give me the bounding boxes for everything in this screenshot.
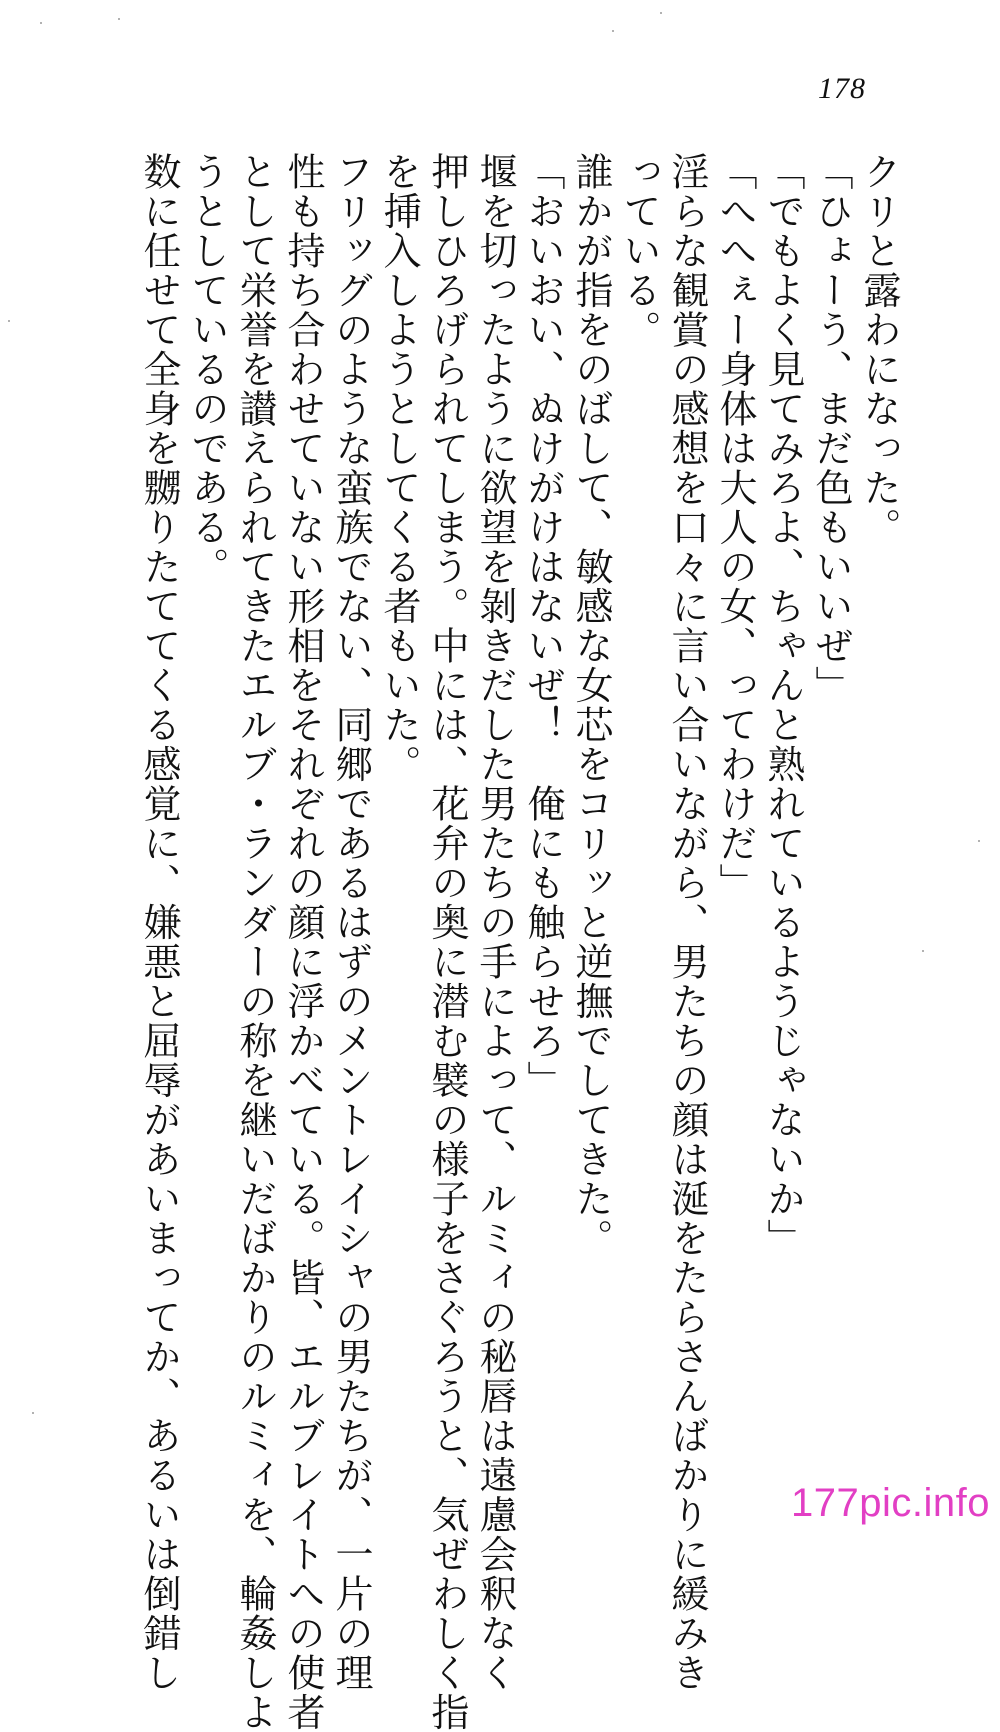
- scan-speck: [118, 18, 120, 20]
- text-column-1: クリと露わになった。: [857, 152, 901, 547]
- text-column-5: 淫らな観賞の感想を口々に言い合いながら、男たちの顔は涎をたらさんばかりに緩みき: [665, 152, 709, 1693]
- text-column-8: 「おいおい、ぬけがけはないぜ！ 俺にも触らせろ」: [521, 152, 565, 1100]
- scan-speck: [978, 840, 980, 842]
- text-column-3: 「でもよく見てみろよ、ちゃんと熟れているようじゃないか」: [761, 152, 805, 1258]
- scan-speck: [40, 22, 42, 24]
- page-number: 178: [818, 72, 866, 105]
- text-column-14: として栄誉を讃えられてきたエルブ・ランダーの称を継いだばかりのルミィを、輪姦しよ: [233, 152, 277, 1732]
- text-column-4: 「へへぇー身体は大人の女、ってわけだ」: [713, 152, 757, 903]
- scan-speck: [922, 950, 924, 952]
- scan-speck: [8, 320, 10, 322]
- text-column-9: 堰を切ったように欲望を剝きだした男たちの手によって、ルミィの秘唇は遠慮会釈なく: [473, 152, 517, 1693]
- scan-speck: [660, 12, 662, 14]
- text-column-6: っている。: [617, 152, 661, 350]
- watermark-text: 177pic.info: [791, 1481, 990, 1525]
- text-column-11: を挿入しようとしてくる者もいた。: [377, 152, 421, 784]
- scan-speck: [612, 30, 614, 32]
- text-column-12: フリッグのような蛮族でない、同郷であるはずのメントレイシャの男たちが、一片の理: [329, 152, 373, 1693]
- text-column-7: 誰かが指をのばして、敏感な女芯をコリッと逆撫でしてきた。: [569, 152, 613, 1258]
- text-column-2: 「ひょーう、まだ色もいいぜ」: [809, 152, 853, 705]
- text-column-15: うとしているのである。: [185, 152, 229, 587]
- text-column-13: 性も持ち合わせていない形相をそれぞれの顔に浮かべている。皆、エルブレイトへの使者: [281, 152, 325, 1732]
- text-column-16: 数に任せて全身を嬲りたててくる感覚に、嫌悪と屈辱があいまってか、あるいは倒錯し: [137, 152, 181, 1693]
- scan-speck: [32, 1412, 34, 1414]
- text-column-10: 押しひろげられてしまう。中には、花弁の奥に潜む襞の様子をさぐろうと、気ぜわしく指: [425, 152, 469, 1732]
